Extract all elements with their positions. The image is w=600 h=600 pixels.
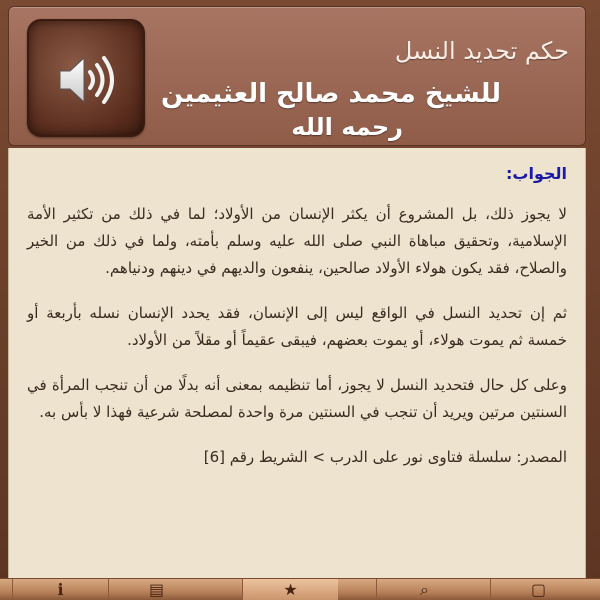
star-icon: ★ [283,580,298,599]
fatwa-content[interactable] [8,148,586,578]
tab-search[interactable] [376,579,472,600]
info-icon: ℹ [57,580,64,599]
tab-document[interactable] [108,579,204,600]
author-title: للشيخ محمد صالح العثيمين [160,79,501,109]
search-icon: ⌕ [420,580,429,599]
header-panel [8,6,586,146]
author-subtitle: رحمه الله [291,113,403,141]
tab-favorites[interactable] [242,579,338,600]
content-text [27,160,567,471]
source-citation: المصدر: سلسلة فتاوى نور على الدرب > الشريط رقم [6] [203,448,567,466]
paragraph-2: ثم إن تحديد النسل في الواقع ليس إلى الإنسان، فقد يحدد الإنسان نسله بأربعة أو خمسة ثم يموت هولاء، أو يموت بعضهم، فيبقى عقيماً أو مقلاً من الأولاد. [27,304,567,349]
window-icon: ▢ [530,580,547,599]
tab-bar [0,578,600,600]
paragraph-1: لا يجوز ذلك، بل المشروع أن يكثر الإنسان من الأولاد؛ لما في ذلك من تكثير الأمة الإسلامية، وتحقيق مباهاة النبي صلى الله عليه وسلم بأمته، ولما في ذلك من الخير والصلاح، فقد يكون هولاء الأولاد صالحين، ينفعون والديهم في دينهم ودنياهم. [27,205,567,277]
document-icon: ▤ [148,580,165,599]
tab-window[interactable] [490,579,586,600]
play-audio-button[interactable] [27,19,145,137]
paragraph-3: وعلى كل حال فتحديد النسل لا يجوز، أما تنظيمه بمعنى أنه بدلًا من أن تنجب المرأة في السنتين مرتين ويريد أن تنجب في السنتين مرة واحدة لمصلحة شرعية فهذا لا بأس به. [27,376,567,421]
page-title: حكم تحديد النسل [394,37,569,65]
tab-info[interactable] [12,579,108,600]
speaker-icon [58,54,116,106]
answer-label: الجواب: [505,164,567,183]
